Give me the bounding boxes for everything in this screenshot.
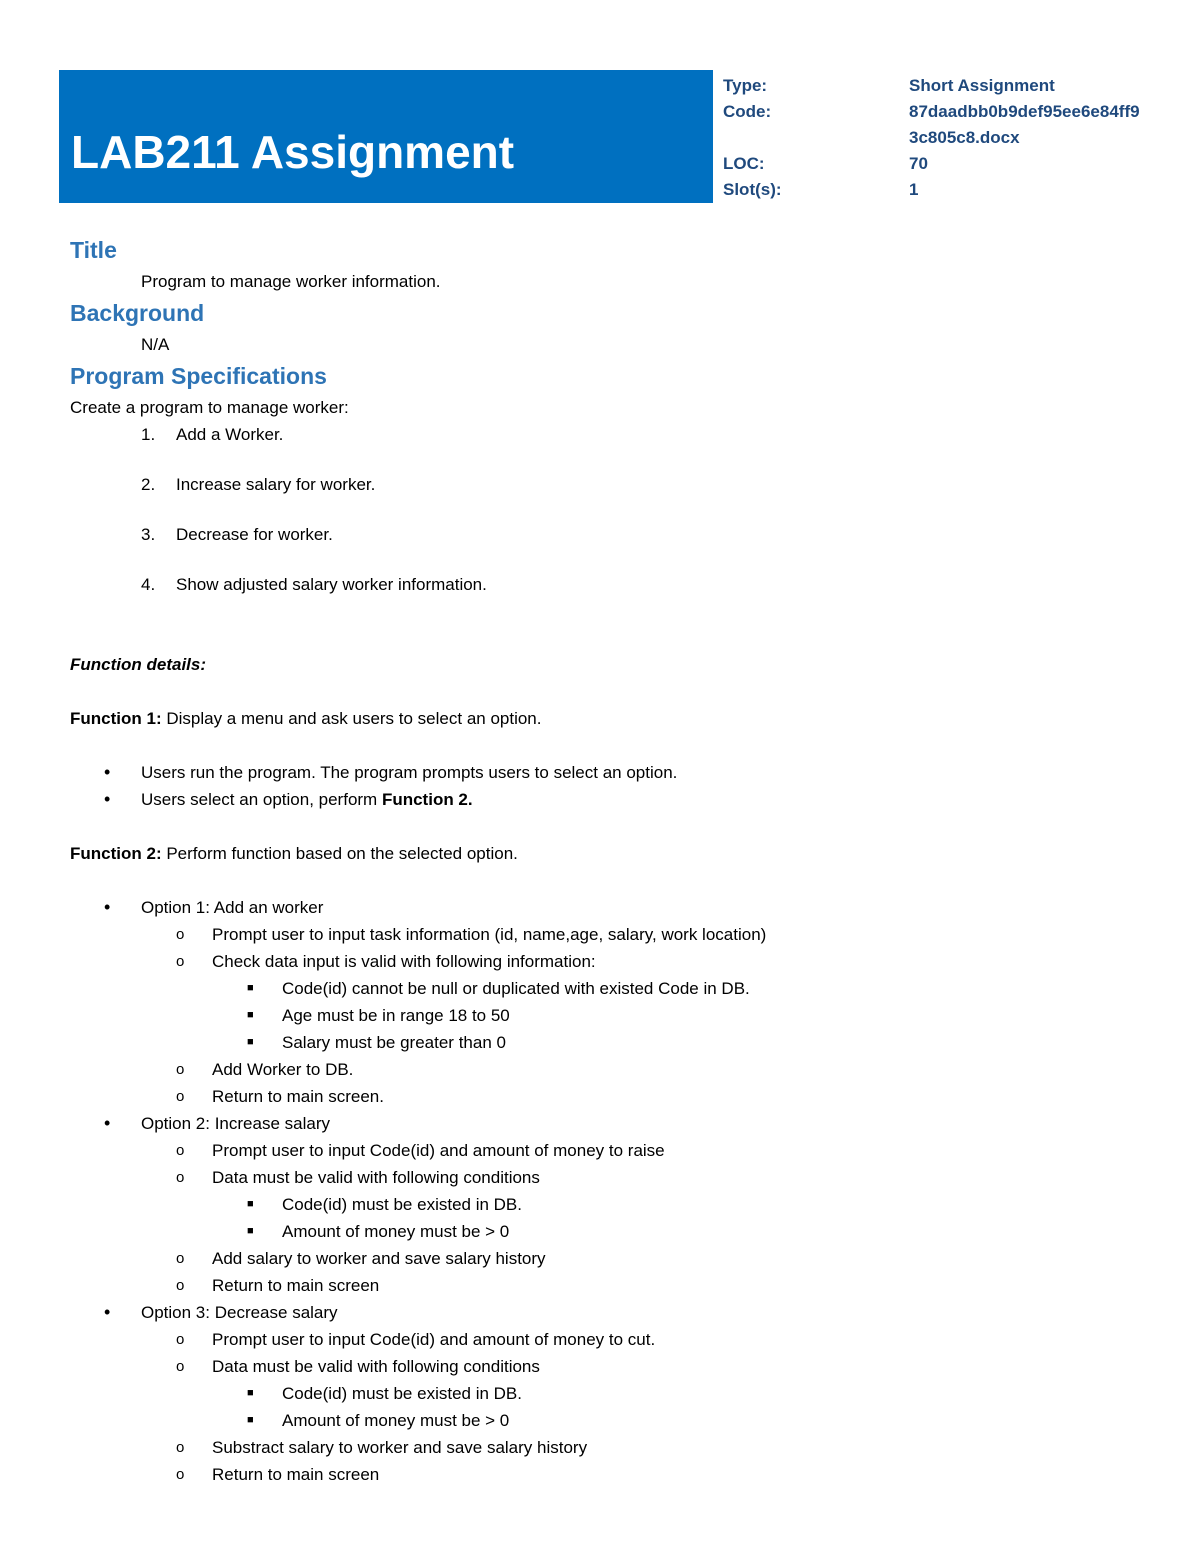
bullet-icon: •: [104, 1302, 111, 1322]
meta-label: Type:: [723, 76, 768, 95]
list-item: [70, 1299, 1150, 1326]
list-number: 2.: [141, 475, 156, 494]
list-item: [70, 948, 1150, 975]
list-text: Amount of money must be > 0: [282, 1222, 510, 1241]
bullet-icon: •: [104, 762, 111, 782]
list-text: Check data input is valid with following information:: [212, 952, 596, 971]
list-item: [70, 975, 1150, 1002]
meta-label: LOC:: [723, 154, 765, 173]
circle-bullet-icon: o: [176, 926, 185, 943]
meta-value: 87daadbb0b9def95ee6e84ff93c805c8.docx: [909, 102, 1140, 147]
meta-value: Short Assignment: [909, 76, 1055, 95]
function-2-description: [70, 840, 1150, 867]
list-item: [70, 1002, 1150, 1029]
list-item: [70, 1326, 1150, 1353]
list-item: [70, 1218, 1150, 1245]
list-text: Add salary to worker and save salary history: [212, 1249, 546, 1268]
section-heading-background: Background: [70, 300, 205, 326]
meta-row-code: [723, 99, 1163, 151]
list-item: [70, 1245, 1150, 1272]
list-text-bold: Function 2.: [381, 790, 473, 809]
document-body: [70, 232, 1150, 1488]
meta-row-loc: [723, 151, 1163, 177]
list-item: [70, 921, 1150, 948]
assignment-meta: [723, 73, 1163, 203]
list-item: [70, 1164, 1150, 1191]
list-item: [70, 1407, 1150, 1434]
list-item: [70, 1137, 1150, 1164]
circle-bullet-icon: o: [176, 1169, 185, 1186]
list-text: Return to main screen.: [212, 1087, 384, 1106]
meta-row-slots: [723, 177, 1163, 203]
meta-value: 70: [909, 154, 928, 173]
circle-bullet-icon: o: [176, 1277, 185, 1294]
circle-bullet-icon: o: [176, 1331, 185, 1348]
list-text: Code(id) must be existed in DB.: [282, 1195, 522, 1214]
list-item: [70, 471, 1150, 521]
list-number: 4.: [141, 575, 156, 594]
circle-bullet-icon: o: [176, 953, 185, 970]
list-text: Option 1: Add an worker: [141, 898, 324, 917]
list-text-plain: Users select an option, perform: [141, 790, 382, 809]
list-item: [70, 1056, 1150, 1083]
meta-value: 1: [909, 180, 919, 199]
list-text: Option 2: Increase salary: [141, 1114, 330, 1133]
list-text: [141, 786, 473, 813]
meta-row-type: [723, 73, 1163, 99]
list-item: [70, 1353, 1150, 1380]
list-text: Age must be in range 18 to 50: [282, 1006, 510, 1025]
circle-bullet-icon: o: [176, 1466, 185, 1483]
list-text: Prompt user to input Code(id) and amount of money to cut.: [212, 1330, 656, 1349]
meta-label: Slot(s):: [723, 180, 782, 199]
list-item: [70, 1029, 1150, 1056]
list-text: Code(id) must be existed in DB.: [282, 1384, 522, 1403]
bullet-icon: •: [104, 897, 111, 917]
list-item: [70, 521, 1150, 571]
list-item: [70, 786, 1150, 813]
circle-bullet-icon: o: [176, 1358, 185, 1375]
circle-bullet-icon: o: [176, 1088, 185, 1105]
document-title: LAB211 Assignment: [71, 126, 515, 178]
list-item: [70, 759, 1150, 786]
list-item: [70, 1191, 1150, 1218]
list-text: Decrease for worker.: [176, 525, 333, 544]
list-item: [70, 894, 1150, 921]
square-bullet-icon: ■: [247, 1009, 254, 1021]
square-bullet-icon: ■: [247, 982, 254, 994]
function-1-description: [70, 705, 1150, 732]
list-text: Add a Worker.: [176, 425, 284, 444]
square-bullet-icon: ■: [247, 1036, 254, 1048]
list-text: Prompt user to input task information (id, name,age, salary, work location): [212, 925, 767, 944]
square-bullet-icon: ■: [247, 1225, 254, 1237]
circle-bullet-icon: o: [176, 1439, 185, 1456]
meta-label: Code:: [723, 102, 772, 121]
list-text: Users run the program. The program prompts users to select an option.: [141, 763, 678, 782]
title-banner: [59, 70, 713, 203]
square-bullet-icon: ■: [247, 1414, 254, 1426]
list-number: 3.: [141, 525, 156, 544]
circle-bullet-icon: o: [176, 1061, 185, 1078]
list-item: [70, 1083, 1150, 1110]
bullet-icon: •: [104, 789, 111, 809]
circle-bullet-icon: o: [176, 1250, 185, 1267]
list-item: [70, 1434, 1150, 1461]
list-text: Substract salary to worker and save salary history: [212, 1438, 588, 1457]
list-text: Return to main screen: [212, 1276, 380, 1295]
function-1-label: Function 1:: [70, 709, 162, 728]
spec-list: [70, 421, 1150, 621]
square-bullet-icon: ■: [247, 1387, 254, 1399]
list-item: [70, 571, 1150, 621]
list-item: [70, 1461, 1150, 1488]
function-1-text: Display a menu and ask users to select an option.: [161, 709, 542, 728]
list-item: [70, 1110, 1150, 1137]
list-text: Prompt user to input Code(id) and amount of money to raise: [212, 1141, 665, 1160]
list-text: Salary must be greater than 0: [282, 1033, 506, 1052]
list-text: Amount of money must be > 0: [282, 1411, 510, 1430]
function-2-text: Perform function based on the selected option.: [161, 844, 518, 863]
list-item: [70, 1380, 1150, 1407]
list-text: Return to main screen: [212, 1465, 380, 1484]
list-text: Data must be valid with following conditions: [212, 1357, 540, 1376]
list-item: [70, 421, 1150, 471]
list-text: Code(id) cannot be null or duplicated with existed Code in DB.: [282, 979, 750, 998]
list-text: Show adjusted salary worker information.: [176, 575, 487, 594]
spec-intro: Create a program to manage worker:: [70, 398, 349, 417]
list-text: Data must be valid with following conditions: [212, 1168, 540, 1187]
bullet-icon: •: [104, 1113, 111, 1133]
list-text: Add Worker to DB.: [212, 1060, 354, 1079]
function-details-label: Function details:: [70, 655, 206, 674]
section-heading-specifications: Program Specifications: [70, 363, 327, 389]
circle-bullet-icon: o: [176, 1142, 185, 1159]
list-number: 1.: [141, 425, 156, 444]
title-text: Program to manage worker information.: [141, 272, 441, 291]
section-heading-title: Title: [70, 237, 117, 263]
list-item: [70, 1272, 1150, 1299]
function-2-label: Function 2:: [70, 844, 162, 863]
background-text: N/A: [141, 335, 170, 354]
list-text: Increase salary for worker.: [176, 475, 376, 494]
square-bullet-icon: ■: [247, 1198, 254, 1210]
list-text: Option 3: Decrease salary: [141, 1303, 338, 1322]
